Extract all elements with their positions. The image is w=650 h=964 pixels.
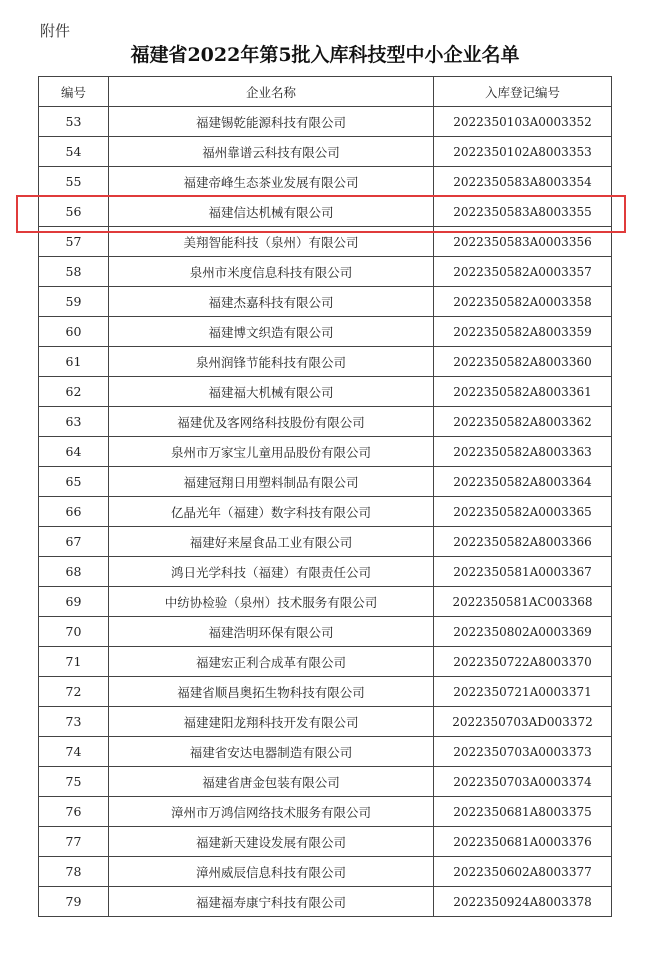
table-body <box>39 107 612 917</box>
registration-number-cell: 2022350582A8003363 <box>434 437 612 467</box>
registration-number-cell: 2022350103A0003352 <box>434 107 612 137</box>
table-row <box>39 287 612 317</box>
table-row <box>39 557 612 587</box>
table-row <box>39 227 612 257</box>
row-number-cell: 79 <box>39 887 109 917</box>
table-row <box>39 737 612 767</box>
registration-number-cell: 2022350582A0003357 <box>434 257 612 287</box>
registration-number-cell: 2022350582A8003360 <box>434 347 612 377</box>
row-number-cell: 78 <box>39 857 109 887</box>
table-row <box>39 497 612 527</box>
company-name-cell: 福建省安达电器制造有限公司 <box>109 737 434 767</box>
registration-number-cell: 2022350703A0003373 <box>434 737 612 767</box>
company-name-cell: 亿晶光年（福建）数字科技有限公司 <box>109 497 434 527</box>
table-row <box>39 407 612 437</box>
row-number-cell: 53 <box>39 107 109 137</box>
table-row <box>39 257 612 287</box>
row-number-cell: 61 <box>39 347 109 377</box>
row-number-cell: 57 <box>39 227 109 257</box>
row-number-cell: 58 <box>39 257 109 287</box>
registration-number-cell: 2022350582A8003366 <box>434 527 612 557</box>
registration-number-cell: 2022350583A8003355 <box>434 197 612 227</box>
row-number-cell: 71 <box>39 647 109 677</box>
row-number-cell: 55 <box>39 167 109 197</box>
registration-number-cell: 2022350581AC003368 <box>434 587 612 617</box>
company-name-cell: 泉州润锋节能科技有限公司 <box>109 347 434 377</box>
row-number-cell: 54 <box>39 137 109 167</box>
column-header-registration-number: 入库登记编号 <box>434 77 612 107</box>
row-number-cell: 69 <box>39 587 109 617</box>
company-name-cell: 福建省顺昌奥拓生物科技有限公司 <box>109 677 434 707</box>
row-number-cell: 63 <box>39 407 109 437</box>
table-row <box>39 797 612 827</box>
company-name-cell: 福建省唐金包装有限公司 <box>109 767 434 797</box>
registration-number-cell: 2022350102A8003353 <box>434 137 612 167</box>
document-title: 福建省2022年第5批入库科技型中小企业名单 <box>130 44 520 66</box>
column-header-number: 编号 <box>39 77 109 107</box>
table-row <box>39 617 612 647</box>
table-row <box>39 467 612 497</box>
company-name-cell: 泉州市米度信息科技有限公司 <box>109 257 434 287</box>
company-name-cell: 福建宏正利合成革有限公司 <box>109 647 434 677</box>
registration-number-cell: 2022350581A0003367 <box>434 557 612 587</box>
table-row <box>39 347 612 377</box>
company-name-cell: 福州靠谱云科技有限公司 <box>109 137 434 167</box>
registration-number-cell: 2022350802A0003369 <box>434 617 612 647</box>
registration-number-cell: 2022350582A8003359 <box>434 317 612 347</box>
row-number-cell: 70 <box>39 617 109 647</box>
company-name-cell: 福建冠翔日用塑料制品有限公司 <box>109 467 434 497</box>
table-row <box>39 137 612 167</box>
row-number-cell: 68 <box>39 557 109 587</box>
table-header-row <box>39 77 612 107</box>
row-number-cell: 72 <box>39 677 109 707</box>
registration-number-cell: 2022350722A8003370 <box>434 647 612 677</box>
company-name-cell: 福建优及客网络科技股份有限公司 <box>109 407 434 437</box>
registration-number-cell: 2022350582A8003361 <box>434 377 612 407</box>
row-number-cell: 75 <box>39 767 109 797</box>
company-name-cell: 福建帝峰生态茶业发展有限公司 <box>109 167 434 197</box>
registration-number-cell: 2022350721A0003371 <box>434 677 612 707</box>
table-row <box>39 587 612 617</box>
table-row <box>39 887 612 917</box>
row-number-cell: 60 <box>39 317 109 347</box>
row-number-cell: 62 <box>39 377 109 407</box>
table-row <box>39 317 612 347</box>
company-name-cell: 福建福大机械有限公司 <box>109 377 434 407</box>
registration-number-cell: 2022350583A8003354 <box>434 167 612 197</box>
table-row <box>39 437 612 467</box>
company-name-cell: 福建好来屋食品工业有限公司 <box>109 527 434 557</box>
registration-number-cell: 2022350681A0003376 <box>434 827 612 857</box>
company-name-cell: 漳州市万鸿信网络技术服务有限公司 <box>109 797 434 827</box>
company-name-cell: 中纺协检验（泉州）技术服务有限公司 <box>109 587 434 617</box>
row-number-cell: 73 <box>39 707 109 737</box>
attachment-label: 附件 <box>40 22 71 40</box>
company-name-cell: 福建锡乾能源科技有限公司 <box>109 107 434 137</box>
company-name-cell: 福建信达机械有限公司 <box>109 197 434 227</box>
registration-number-cell: 2022350583A0003356 <box>434 227 612 257</box>
registration-number-cell: 2022350703AD003372 <box>434 707 612 737</box>
table-row <box>39 677 612 707</box>
company-name-cell: 福建建阳龙翔科技开发有限公司 <box>109 707 434 737</box>
table-row <box>39 527 612 557</box>
registration-number-cell: 2022350703A0003374 <box>434 767 612 797</box>
row-number-cell: 56 <box>39 197 109 227</box>
registration-number-cell: 2022350582A8003364 <box>434 467 612 497</box>
table-row <box>39 707 612 737</box>
table-row <box>39 107 612 137</box>
registration-number-cell: 2022350582A8003362 <box>434 407 612 437</box>
row-number-cell: 67 <box>39 527 109 557</box>
registration-number-cell: 2022350602A8003377 <box>434 857 612 887</box>
company-name-cell: 福建博文织造有限公司 <box>109 317 434 347</box>
registration-number-cell: 2022350582A0003365 <box>434 497 612 527</box>
row-number-cell: 66 <box>39 497 109 527</box>
row-number-cell: 59 <box>39 287 109 317</box>
company-name-cell: 福建福寿康宁科技有限公司 <box>109 887 434 917</box>
table-row <box>39 767 612 797</box>
company-name-cell: 泉州市万家宝儿童用品股份有限公司 <box>109 437 434 467</box>
company-name-cell: 漳州威辰信息科技有限公司 <box>109 857 434 887</box>
company-name-cell: 美翔智能科技（泉州）有限公司 <box>109 227 434 257</box>
table-row <box>39 827 612 857</box>
company-name-cell: 福建新天建设发展有限公司 <box>109 827 434 857</box>
row-number-cell: 64 <box>39 437 109 467</box>
company-name-cell: 福建浩明环保有限公司 <box>109 617 434 647</box>
table-row <box>39 377 612 407</box>
row-number-cell: 74 <box>39 737 109 767</box>
row-number-cell: 76 <box>39 797 109 827</box>
table-row <box>39 197 612 227</box>
company-name-cell: 鸿日光学科技（福建）有限责任公司 <box>109 557 434 587</box>
registration-number-cell: 2022350924A8003378 <box>434 887 612 917</box>
table-row <box>39 167 612 197</box>
table-row <box>39 647 612 677</box>
enterprise-table <box>38 76 612 917</box>
row-number-cell: 65 <box>39 467 109 497</box>
row-number-cell: 77 <box>39 827 109 857</box>
company-name-cell: 福建杰嘉科技有限公司 <box>109 287 434 317</box>
table-row <box>39 857 612 887</box>
registration-number-cell: 2022350681A8003375 <box>434 797 612 827</box>
column-header-company-name: 企业名称 <box>109 77 434 107</box>
registration-number-cell: 2022350582A0003358 <box>434 287 612 317</box>
